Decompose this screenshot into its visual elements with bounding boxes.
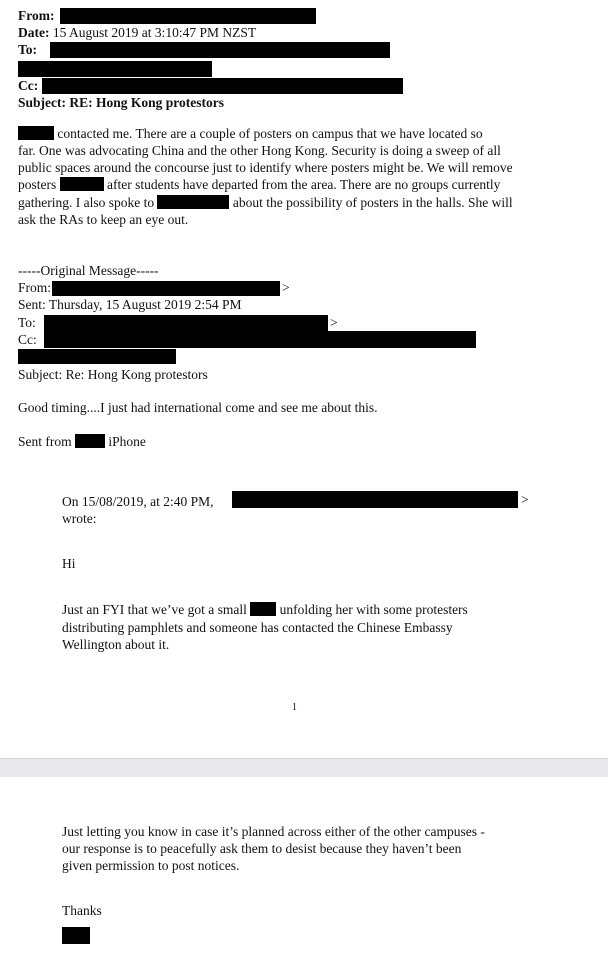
redaction-original-to bbox=[44, 315, 328, 331]
original-cc-row bbox=[18, 332, 37, 348]
reply-line-1 bbox=[18, 126, 483, 142]
sent-from-row bbox=[18, 434, 146, 450]
quoted-on-line: On 15/08/2019, at 2:40 PM, bbox=[62, 494, 214, 509]
to-row bbox=[18, 42, 37, 58]
original-from-label: From: bbox=[18, 280, 52, 295]
subject-row bbox=[18, 95, 224, 111]
original-separator: -----Original Message----- bbox=[18, 263, 159, 278]
iphone-text: iPhone bbox=[108, 434, 146, 449]
cc-label: Cc: bbox=[18, 78, 39, 93]
date-value: 15 August 2019 at 3:10:47 PM NZST bbox=[52, 25, 257, 40]
original-sent-row bbox=[18, 297, 242, 313]
quoted-text-1a: Just an FYI that we’ve got a small bbox=[62, 602, 247, 617]
from-label: From: bbox=[18, 8, 55, 23]
redaction-from bbox=[60, 8, 316, 24]
original-from-gt: > bbox=[282, 280, 290, 295]
reply-line-4 bbox=[18, 177, 500, 193]
original-sent-label: Sent: bbox=[18, 297, 46, 312]
reply-text-1: contacted me. There are a couple of posters on campus that we have located so bbox=[57, 126, 483, 141]
redaction-original-cc-continued bbox=[18, 349, 176, 364]
date-label: Date: bbox=[18, 25, 50, 40]
cc-row bbox=[18, 78, 38, 94]
page2-line-1: Just letting you know in case it’s planned across either of the other campuses - bbox=[62, 824, 485, 839]
quoted-text-1b: unfolding her with some protesters bbox=[279, 602, 468, 617]
page2-line-2: our response is to peacefully ask them to desist because they haven’t been bbox=[62, 841, 462, 856]
reply-line-6: ask the RAs to keep an eye out. bbox=[18, 212, 189, 227]
redaction-device-owner bbox=[75, 434, 105, 448]
original-subject: Subject: Re: Hong Kong protestors bbox=[18, 367, 208, 382]
redaction-cc bbox=[42, 78, 403, 94]
redaction-posters bbox=[60, 177, 104, 191]
page2-thanks: Thanks bbox=[62, 903, 102, 918]
redaction-original-cc bbox=[44, 331, 476, 348]
redaction-to-continued bbox=[18, 61, 212, 77]
to-label: To: bbox=[18, 42, 38, 57]
gathering-text: gathering. I also spoke to bbox=[18, 195, 155, 210]
reply-text-5: about the possibility of posters in the halls. She will bbox=[232, 195, 513, 210]
date-row bbox=[18, 25, 256, 41]
original-to-row bbox=[18, 315, 36, 331]
reply-line-2: far. One was advocating China and the other Hong Kong. Security is doing a sweep of all bbox=[18, 143, 501, 158]
page-number: 1 bbox=[292, 702, 297, 713]
reply-text-4: after students have departed from the area. There are no groups currently bbox=[107, 177, 501, 192]
redaction-quoted-small bbox=[250, 602, 276, 616]
quoted-line-1 bbox=[62, 602, 468, 618]
page-separator bbox=[0, 758, 608, 778]
subject-value: RE: Hong Kong protestors bbox=[69, 95, 225, 110]
document-page-2 bbox=[0, 777, 608, 963]
posters-word: posters bbox=[18, 177, 57, 192]
redaction-spoke-to bbox=[157, 195, 229, 209]
sent-from-text: Sent from bbox=[18, 434, 72, 449]
original-cc-label: Cc: bbox=[18, 332, 37, 347]
redaction-signature bbox=[62, 927, 90, 944]
original-to-gt: > bbox=[330, 315, 338, 330]
quoted-gt: > bbox=[521, 492, 529, 507]
reply-line-3: public spaces around the concourse just to identify where posters might be. We will remove bbox=[18, 160, 513, 175]
from-row bbox=[18, 8, 55, 24]
quoted-wrote: wrote: bbox=[62, 511, 97, 526]
redaction-sender-name bbox=[18, 126, 54, 140]
reply-line-5 bbox=[18, 195, 513, 211]
original-body: Good timing....I just had international come and see me about this. bbox=[18, 400, 378, 415]
quoted-greeting: Hi bbox=[62, 556, 76, 571]
quoted-line-2: distributing pamphlets and someone has contacted the Chinese Embassy bbox=[62, 620, 453, 635]
page2-line-3: given permission to post notices. bbox=[62, 858, 240, 873]
redaction-quoted-sender bbox=[232, 491, 518, 508]
original-from-row bbox=[18, 280, 51, 296]
subject-label: Subject: bbox=[18, 95, 66, 110]
redaction-original-from bbox=[52, 281, 280, 296]
redaction-to bbox=[50, 42, 390, 58]
quoted-line-3: Wellington about it. bbox=[62, 637, 170, 652]
original-sent-value: Thursday, 15 August 2019 2:54 PM bbox=[48, 297, 242, 312]
original-to-label: To: bbox=[18, 315, 36, 330]
